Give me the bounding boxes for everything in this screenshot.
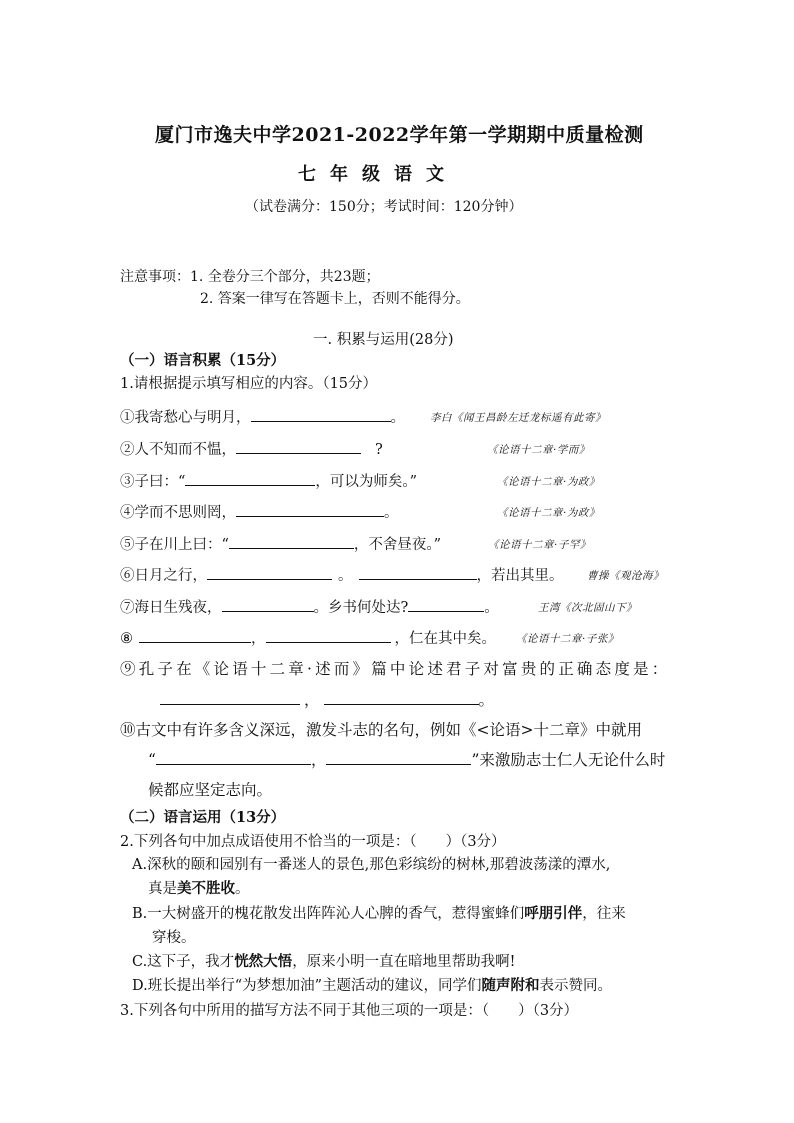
line-text: ，仁在其中矣。 — [394, 631, 496, 647]
answer-blank[interactable] — [156, 750, 311, 765]
line-text: “ — [148, 751, 156, 769]
answer-blank[interactable] — [139, 628, 251, 643]
answer-blank[interactable] — [160, 690, 300, 705]
line-text: 。 — [338, 568, 353, 584]
answer-blank[interactable] — [236, 502, 384, 517]
answer-blank[interactable] — [222, 597, 314, 612]
line-text: ，可以为师矣。” — [315, 474, 418, 490]
source-citation: 《论语十二章·为政》 — [497, 507, 600, 519]
line-text: ， — [251, 631, 266, 647]
answer-blank[interactable] — [326, 750, 471, 765]
line-text: 。乡书何处达? — [313, 600, 409, 616]
idiom-highlight: 恍然大悟 — [234, 953, 293, 970]
line-text: C.这下子，我才 — [132, 954, 235, 970]
exam-title: 厦门市逸夫中学2021-2022学年第一学期期中质量检测 — [155, 124, 644, 146]
exam-subtitle: 七年级语文 — [298, 164, 458, 185]
answer-blank[interactable] — [207, 565, 332, 580]
question-9-answer — [160, 688, 494, 710]
fill-line-8 — [120, 627, 496, 648]
question-10: ⑩古文中有许多含义深远，激发斗志的名句，例如《<论语>十二章》中就用 — [120, 721, 642, 739]
question-10-cont: 候都应坚定志向。 — [148, 781, 273, 799]
line-text: 表示赞同。 — [539, 978, 613, 994]
fill-line-4 — [120, 501, 399, 522]
question-2: 2.下列各句中加点成语使用不恰当的一项是：（ ）（3分） — [120, 834, 506, 850]
line-text: 真是 — [148, 881, 177, 897]
line-text: ②人不知而不愠， — [120, 442, 236, 458]
question-9: ⑨孔子在《论语十二章·述而》篇中论述君子对富贵的正确态度是： — [120, 660, 671, 678]
source-citation: 李白《闻王昌龄左迁龙标遥有此寄》 — [430, 412, 606, 424]
answer-blank[interactable] — [266, 628, 391, 643]
idiom-highlight: 呼朋引伴 — [524, 905, 583, 922]
line-text: ④学而不思则罔， — [120, 505, 236, 521]
line-text: ⑤子在川上曰：“ — [120, 537, 229, 553]
line-text: ①我寄愁心与明月， — [120, 410, 251, 426]
option-a-cont — [148, 877, 250, 898]
source-citation: 《论语十二章·学而》 — [487, 444, 590, 456]
question-1: 1.请根据提示填写相应的内容。（15分） — [120, 376, 378, 392]
answer-blank[interactable] — [251, 407, 391, 422]
section-heading-2: （二）语言运用（13分） — [120, 809, 286, 826]
fill-line-7 — [120, 596, 499, 617]
source-citation: 《论语十二章·为政》 — [497, 476, 600, 488]
fill-line-2 — [120, 438, 383, 459]
line-text: 。 — [235, 881, 250, 897]
question-10-answer — [148, 748, 665, 770]
line-text: 。 — [484, 600, 499, 616]
line-text: 。 — [390, 410, 405, 426]
line-text: B.一大树盛开的槐花散发出阵阵沁人心脾的香气，惹得蜜蜂们 — [132, 906, 525, 922]
line-text: 。 — [384, 505, 399, 521]
line-text: 。 — [478, 691, 495, 709]
answer-blank[interactable] — [236, 439, 361, 454]
answer-blank[interactable] — [408, 597, 484, 612]
option-c — [132, 950, 516, 971]
answer-blank[interactable] — [324, 690, 479, 705]
option-b-cont: 穿梭。 — [152, 930, 196, 946]
line-text: ? — [375, 442, 383, 458]
line-text: ”来激励志士仁人无论什么时 — [471, 751, 666, 769]
fill-line-5 — [120, 533, 441, 554]
option-d — [132, 974, 612, 995]
source-citation: 《论语十二章·子罕》 — [488, 539, 591, 551]
line-text: ，不舍昼夜。” — [353, 537, 442, 553]
line-text: ，若出其里。 — [476, 568, 564, 584]
line-text: ，往来 — [582, 906, 626, 922]
part1-heading: 一. 积累与运用(28分) — [313, 332, 454, 348]
line-text: ③子曰：“ — [120, 474, 186, 490]
line-text: ⑦海日生残夜， — [120, 600, 222, 616]
notice-label: 注意事项： — [120, 269, 190, 285]
exam-info: （试卷满分：150分；考试时间：120分钟） — [245, 199, 523, 215]
notice-text-1: 1. 全卷分三个部分，共23题； — [190, 269, 380, 285]
line-text: ， — [310, 751, 327, 769]
notice-item-2: 2. 答案一律写在答题卡上，否则不能得分。 — [200, 291, 470, 307]
idiom-highlight: 美不胜收 — [177, 880, 235, 897]
line-text: D.班长提出举行“为梦想加油”主题活动的建议，同学们 — [132, 978, 482, 994]
source-citation: 王湾《次北固山下》 — [538, 602, 637, 614]
fill-line-3 — [120, 470, 417, 491]
fill-line-6 — [120, 564, 564, 585]
answer-blank[interactable] — [229, 534, 354, 549]
line-text: ⑥日月之行， — [120, 568, 207, 584]
answer-blank[interactable] — [359, 565, 477, 580]
answer-blank[interactable] — [185, 471, 315, 486]
option-a: A.深秋的颐和园别有一番迷人的景色,那色彩缤纷的树林,那碧波荡漾的潭水, — [132, 857, 611, 873]
source-citation: 《论语十二章·子张》 — [516, 633, 619, 645]
idiom-highlight: 随声附和 — [481, 977, 540, 994]
option-b — [132, 902, 626, 923]
question-3: 3.下列各句中所用的描写方法不同于其他三项的一项是：（ ）（3分） — [120, 1003, 579, 1019]
notice-item-1 — [120, 266, 380, 286]
fill-line-1 — [120, 406, 405, 427]
source-citation: 曹操《观沧海》 — [587, 570, 664, 582]
line-text: ， — [304, 691, 320, 709]
section-heading-1: （一）语言积累（15分） — [120, 352, 286, 369]
line-text: ⑧ — [120, 631, 133, 647]
line-text: ，原来小明一直在暗地里帮助我啊! — [292, 954, 516, 970]
